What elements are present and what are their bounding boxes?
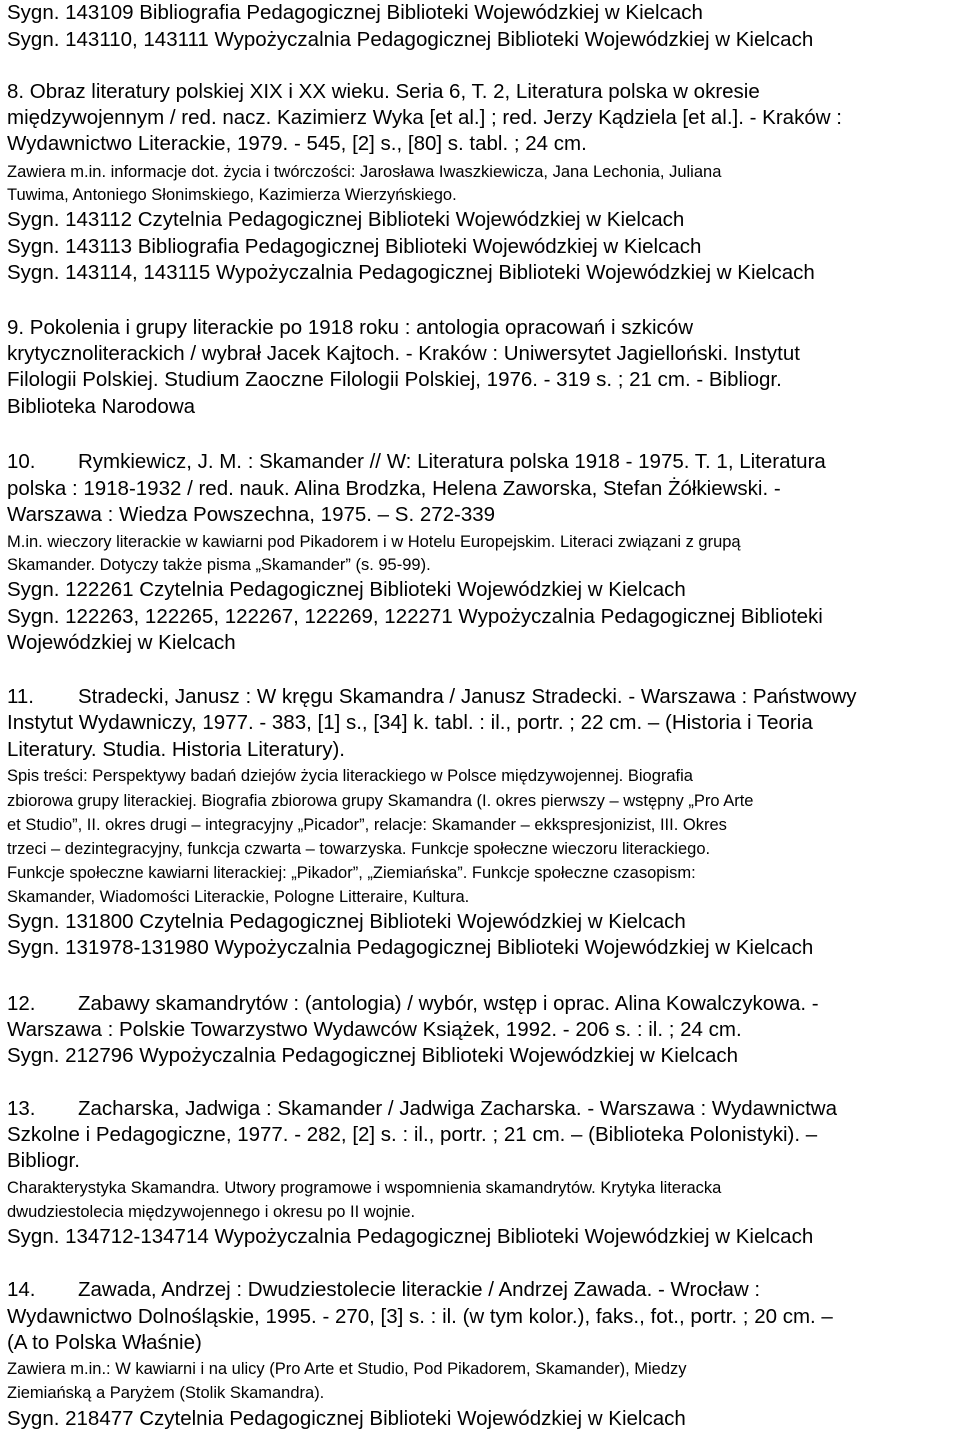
- entry-number: 10.: [7, 450, 36, 473]
- call-number-line: Sygn. 143109 Bibliografia Pedagogicznej Biblioteki Wojewódzkiej w Kielcach: [7, 1, 703, 24]
- call-number-line: Sygn. 134712-134714 Wypożyczalnia Pedagogicznej Biblioteki Wojewódzkiej w Kielcach: [7, 1225, 814, 1248]
- entry-note-line: Tuwima, Antoniego Słonimskiego, Kazimierza Wierzyńskiego.: [7, 186, 457, 204]
- entry-text-line: [7, 1280, 760, 1301]
- entry-note-line: Zawiera m.in.: W kawiarni i na ulicy (Pro Arte et Studio, Pod Pikadorem, Skamander), Miedzy: [7, 1360, 687, 1378]
- entry-text-line: Wydawnictwo Literackie, 1979. - 545, [2] s., [80] s. tabl. ; 24 cm.: [7, 132, 587, 155]
- entry-note-line: Zawiera m.in. informacje dot. życia i twórczości: Jarosława Iwaszkiewicza, Jana Lechonia, Juliana: [7, 163, 722, 181]
- entry-title: Stradecki, Janusz : W kręgu Skamandra / Janusz Stradecki. - Warszawa : Państwowy: [78, 685, 857, 708]
- entry-note-line: Ziemiańską a Paryżem (Stolik Skamandra).: [7, 1384, 325, 1402]
- entry-text-line: [7, 1099, 837, 1120]
- call-number-line: Sygn. 218477 Czytelnia Pedagogicznej Biblioteki Wojewódzkiej w Kielcach: [7, 1407, 686, 1430]
- entry-note-line: trzeci – dezintegracyjny, funkcja czwarta – towarzyska. Funkcje społeczne wieczoru literackiego.: [7, 840, 711, 858]
- entry-number: 11.: [7, 685, 34, 708]
- entry-text-line: Filologii Polskiej. Studium Zaoczne Filologii Polskiej, 1976. - 319 s. ; 21 cm. - Bibliogr.: [7, 368, 782, 391]
- call-number-line: Sygn. 143112 Czytelnia Pedagogicznej Biblioteki Wojewódzkiej w Kielcach: [7, 208, 685, 231]
- entry-text-line: polska : 1918-1932 / red. nauk. Alina Brodzka, Helena Zaworska, Stefan Żółkiewski. -: [7, 477, 781, 500]
- entry-text-line: 8. Obraz literatury polskiej XIX i XX wieku. Seria 6, T. 2, Literatura polska w okresie: [7, 80, 760, 103]
- entry-text-line: Warszawa : Wiedza Powszechna, 1975. – S. 272-339: [7, 503, 496, 526]
- call-number-line: Sygn. 122263, 122265, 122267, 122269, 122271 Wypożyczalnia Pedagogicznej Biblioteki: [7, 605, 823, 628]
- entry-text-line: międzywojennym / red. nacz. Kazimierz Wyka [et al.] ; red. Jerzy Kądziela [et al.]. - Kraków :: [7, 106, 842, 129]
- entry-title: Zabawy skamandrytów : (antologia) / wybór, wstęp i oprac. Alina Kowalczykowa. -: [78, 992, 819, 1015]
- entry-note-line: dwudziestolecia międzywojennego i okresu po II wojnie.: [7, 1203, 416, 1221]
- entry-note-line: et Studio”, II. okres drugi – integracyjny „Picador”, relacje: Skamander – ekkspresjonizist, III. Okres: [7, 816, 727, 834]
- entry-text-line: Bibliogr.: [7, 1149, 80, 1172]
- entry-title: Rymkiewicz, J. M. : Skamander // W: Literatura polska 1918 - 1975. T. 1, Literatura: [78, 450, 826, 473]
- entry-text-line: Biblioteka Narodowa: [7, 395, 196, 418]
- call-number-line: Sygn. 143113 Bibliografia Pedagogicznej Biblioteki Wojewódzkiej w Kielcach: [7, 235, 702, 258]
- entry-text-line: [7, 687, 857, 708]
- entry-note-line: M.in. wieczory literackie w kawiarni pod Pikadorem i w Hotelu Europejskim. Literaci związani z grupą: [7, 533, 741, 551]
- entry-note-line: Skamander, Wiadomości Literackie, Pologne Litteraire, Kultura.: [7, 888, 470, 906]
- entry-text-line: 9. Pokolenia i grupy literackie po 1918 roku : antologia opracowań i szkiców: [7, 316, 693, 339]
- entry-text-line: Warszawa : Polskie Towarzystwo Wydawców Książek, 1992. - 206 s. : il. ; 24 cm.: [7, 1018, 742, 1041]
- entry-note-line: Charakterystyka Skamandra. Utwory programowe i wspomnienia skamandrytów. Krytyka literacka: [7, 1179, 722, 1197]
- entry-text-line: krytycznoliterackich / wybrał Jacek Kajtoch. - Kraków : Uniwersytet Jagielloński. Instytut: [7, 342, 800, 365]
- entry-text-line: Instytut Wydawniczy, 1977. - 383, [1] s., [34] k. tabl. : il., portr. ; 22 cm. – (Historia i Teoria: [7, 711, 813, 734]
- call-number-line: Sygn. 212796 Wypożyczalnia Pedagogicznej Biblioteki Wojewódzkiej w Kielcach: [7, 1044, 739, 1067]
- entry-note-line: Funkcje społeczne kawiarni literackiej: „Pikador”, „Ziemiańska”. Funkcje społeczne czasopism:: [7, 864, 696, 882]
- entry-number: 12.: [7, 992, 36, 1015]
- entry-number: 13.: [7, 1097, 36, 1120]
- entry-text-line: [7, 994, 819, 1015]
- entry-title: Zacharska, Jadwiga : Skamander / Jadwiga Zacharska. - Warszawa : Wydawnictwa: [78, 1097, 837, 1120]
- entry-number: 14.: [7, 1278, 36, 1301]
- call-number-line: Sygn. 131978-131980 Wypożyczalnia Pedagogicznej Biblioteki Wojewódzkiej w Kielcach: [7, 936, 814, 959]
- entry-text-line: [7, 452, 826, 473]
- entry-text-line: (A to Polska Właśnie): [7, 1331, 202, 1354]
- entry-note-line: zbiorowa grupy literackiej. Biografia zbiorowa grupy Skamandra (I. okres pierwszy – wstępny „Pro Arte: [7, 792, 754, 810]
- entry-text-line: Wydawnictwo Dolnośląskie, 1995. - 270, [3] s. : il. (w tym kolor.), faks., fot., portr. ; 20 cm. –: [7, 1305, 833, 1328]
- call-number-line: Wojewódzkiej w Kielcach: [7, 631, 236, 654]
- entry-text-line: Literatury. Studia. Historia Literatury).: [7, 738, 345, 761]
- entry-text-line: Szkolne i Pedagogiczne, 1977. - 282, [2] s. : il., portr. ; 21 cm. – (Biblioteka Polonistyki). –: [7, 1123, 818, 1146]
- call-number-line: Sygn. 122261 Czytelnia Pedagogicznej Biblioteki Wojewódzkiej w Kielcach: [7, 578, 686, 601]
- call-number-line: Sygn. 143114, 143115 Wypożyczalnia Pedagogicznej Biblioteki Wojewódzkiej w Kielcach: [7, 261, 815, 284]
- entry-title: Zawada, Andrzej : Dwudziestolecie literackie / Andrzej Zawada. - Wrocław :: [78, 1278, 761, 1301]
- call-number-line: Sygn. 131800 Czytelnia Pedagogicznej Biblioteki Wojewódzkiej w Kielcach: [7, 910, 686, 933]
- entry-note-line: Skamander. Dotyczy także pisma „Skamander” (s. 95-99).: [7, 556, 431, 574]
- entry-note-line: Spis treści: Perspektywy badań dziejów życia literackiego w Polsce międzywojennej. Biografia: [7, 767, 693, 785]
- call-number-line: Sygn. 143110, 143111 Wypożyczalnia Pedagogicznej Biblioteki Wojewódzkiej w Kielcach: [7, 28, 814, 51]
